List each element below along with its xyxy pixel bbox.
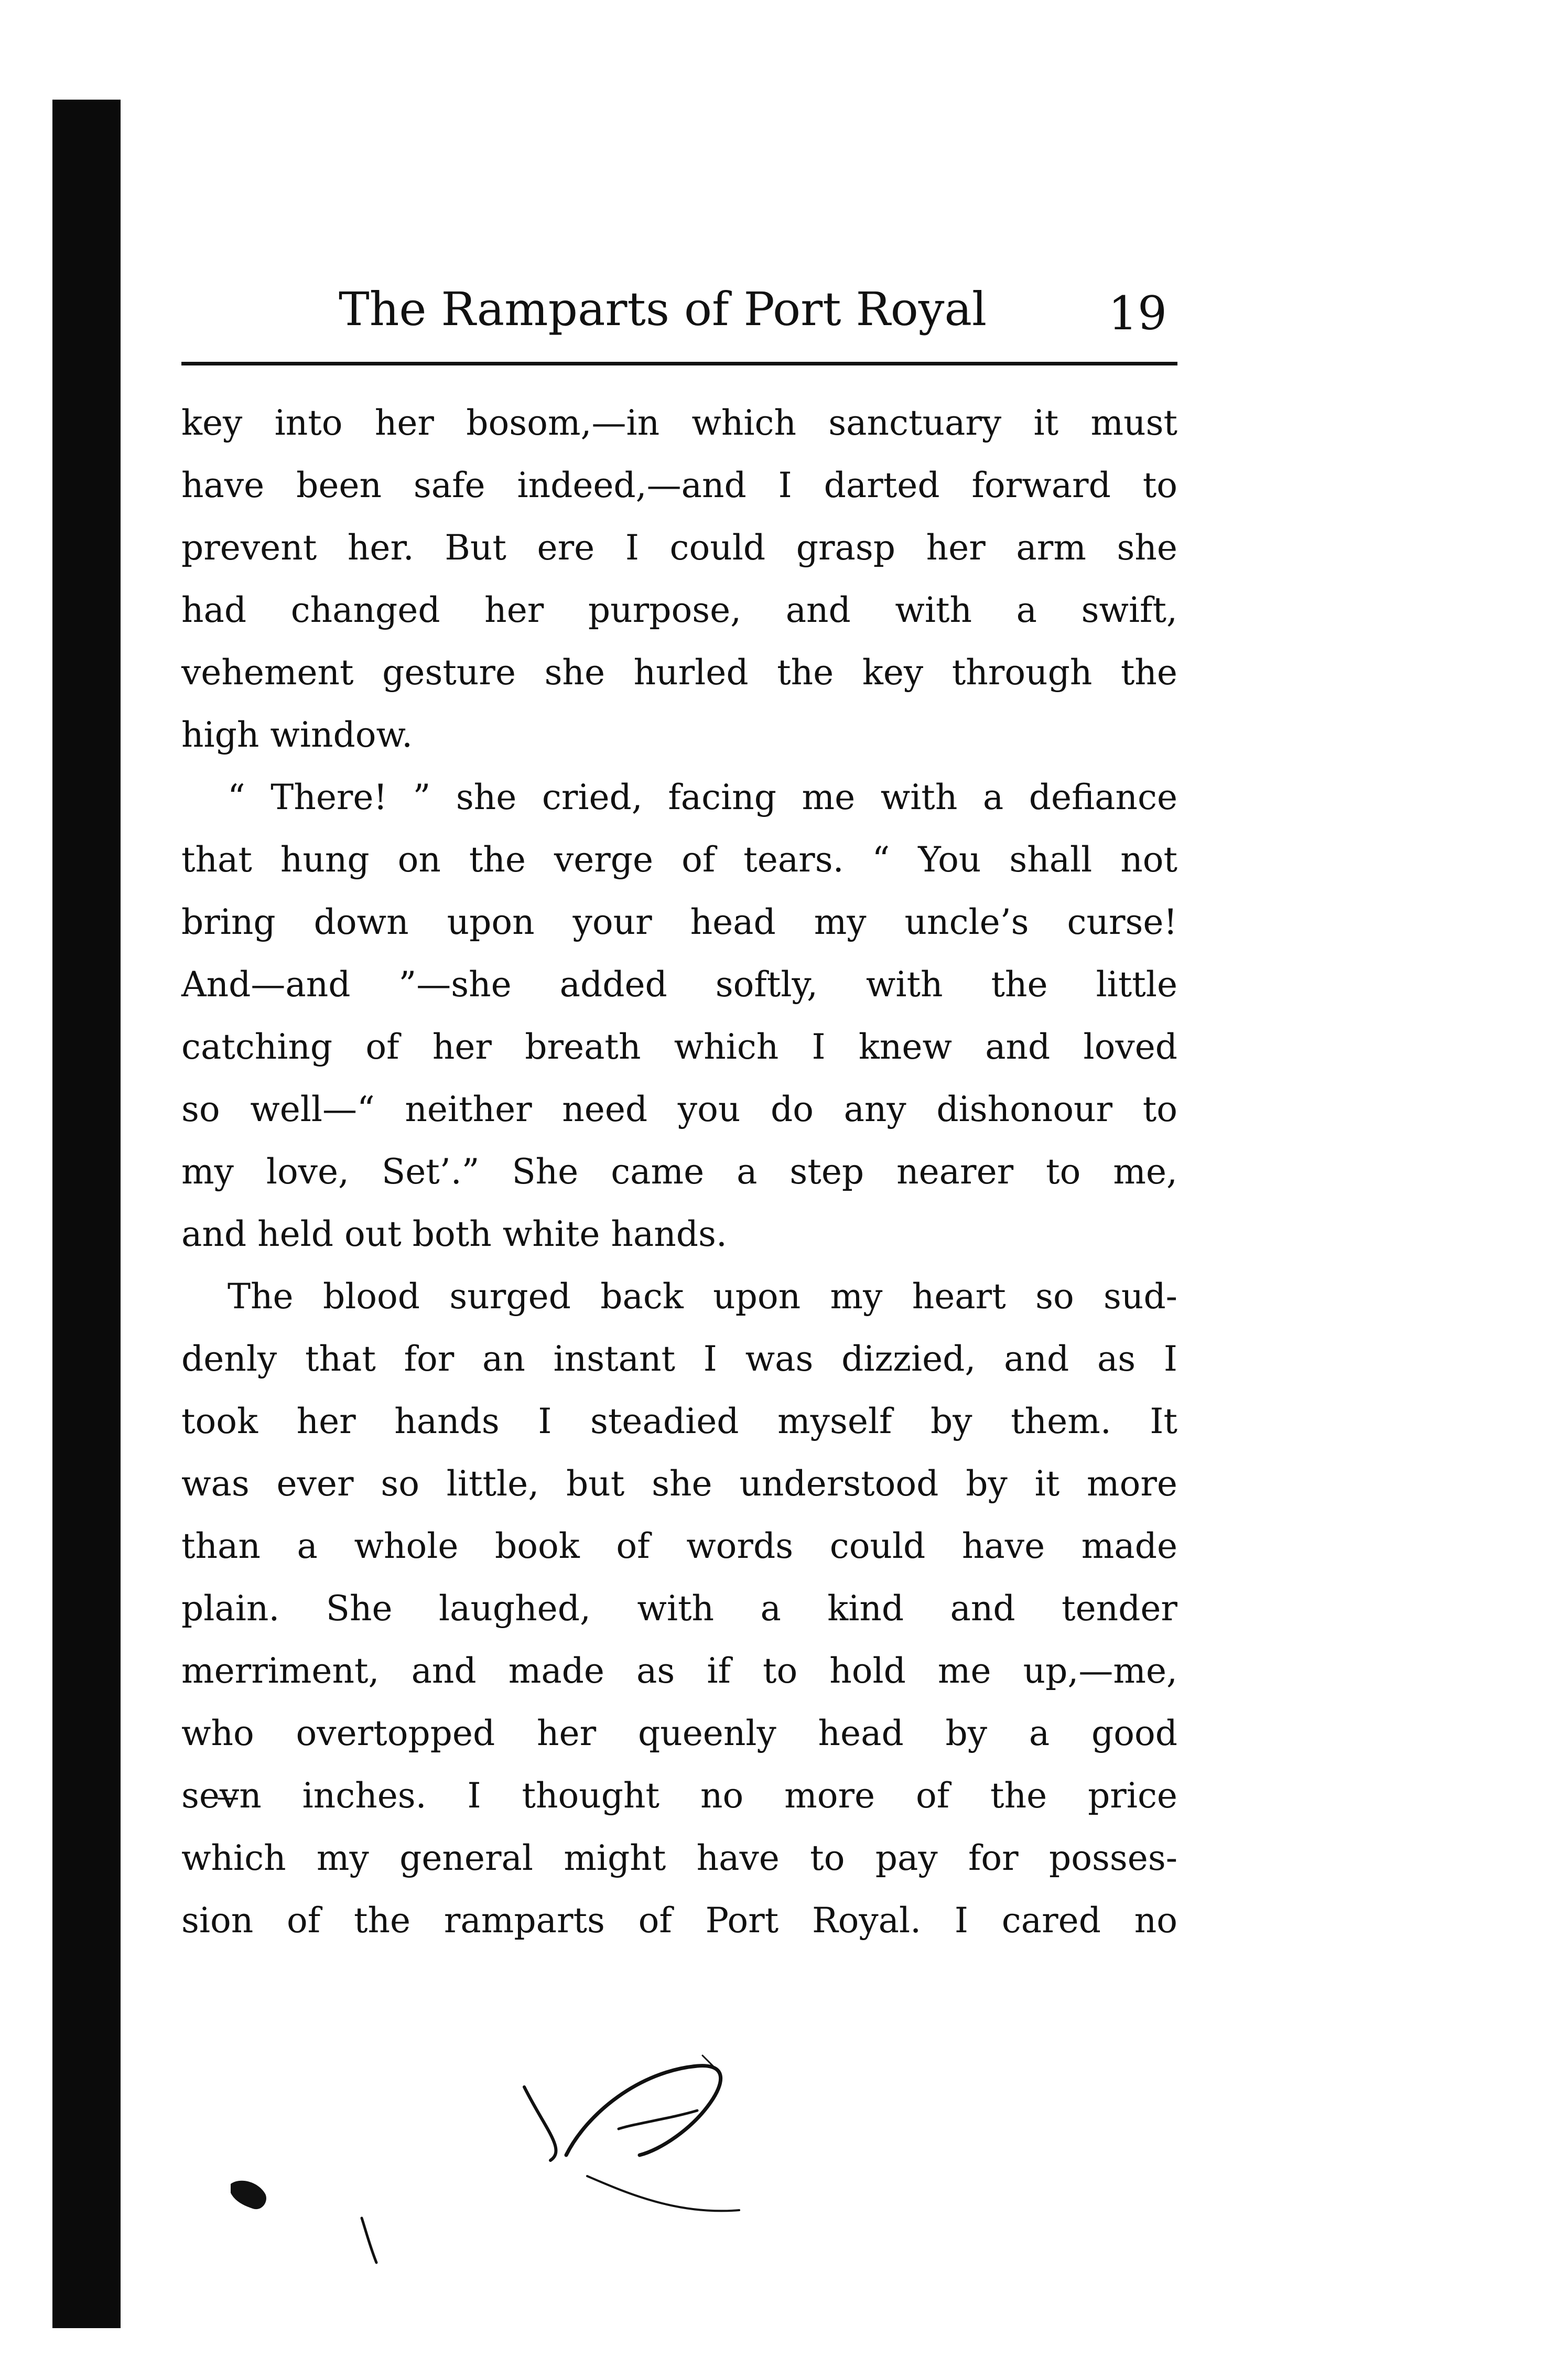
text-line: plain. She laughed, with a kind and tender (181, 1588, 1177, 1629)
text-line: And—and ”—she added softly, with the little (181, 964, 1177, 1005)
handwritten-scribble-mark (503, 2034, 776, 2265)
text-line: merriment, and made as if to hold me up,—me, (181, 1651, 1177, 1691)
text-line: that hung on the verge of tears. “ You shall not (181, 839, 1177, 880)
text-line: prevent her. But ere I could grasp her arm she (181, 528, 1177, 568)
paragraph-2 (181, 766, 1177, 1265)
text-line: sev̶n inches. I thought no more of the price (181, 1775, 1177, 1816)
text-line: “ There! ” she cried, facing me with a defiance (228, 777, 1177, 817)
text-line: high window. (181, 715, 413, 755)
scan-dark-edge (52, 100, 121, 2328)
body-text (181, 392, 1177, 1952)
ink-blot (225, 2176, 273, 2218)
text-line: was ever so little, but she understood by it more (181, 1463, 1177, 1504)
text-line: sion of the ramparts of Port Royal. I cared no (181, 1900, 1177, 1941)
stray-ink-stroke (351, 2213, 388, 2270)
text-line: which my general might have to pay for posses- (181, 1838, 1177, 1878)
running-head (181, 273, 1177, 365)
paragraph-3 (181, 1265, 1177, 1952)
text-line: my love, Set’.” She came a step nearer to me, (181, 1151, 1177, 1192)
text-line: The blood surged back upon my heart so sud- (228, 1276, 1177, 1317)
text-line: vehement gesture she hurled the key through the (181, 652, 1177, 693)
text-line: key into her bosom,—in which sanctuary it must (181, 403, 1177, 443)
text-line: than a whole book of words could have made (181, 1526, 1177, 1566)
text-line: bring down upon your head my uncle’s curse! (181, 902, 1177, 942)
text-line: took her hands I steadied myself by them. It (181, 1401, 1177, 1441)
text-line: who overtopped her queenly head by a good (181, 1713, 1177, 1753)
book-page (181, 273, 1177, 1952)
paragraph-1 (181, 392, 1177, 766)
text-line: catching of her breath which I knew and loved (181, 1027, 1177, 1067)
text-line: had changed her purpose, and with a swift, (181, 590, 1177, 630)
text-line: have been safe indeed,—and I darted forward to (181, 465, 1177, 505)
text-line: and held out both white hands. (181, 1214, 727, 1254)
text-line: denly that for an instant I was dizzied, and as I (181, 1339, 1177, 1379)
text-line: so well—“ neither need you do any dishonour to (181, 1089, 1177, 1129)
page-number: 19 (1108, 286, 1167, 340)
running-title: The Ramparts of Port Royal (339, 282, 987, 336)
